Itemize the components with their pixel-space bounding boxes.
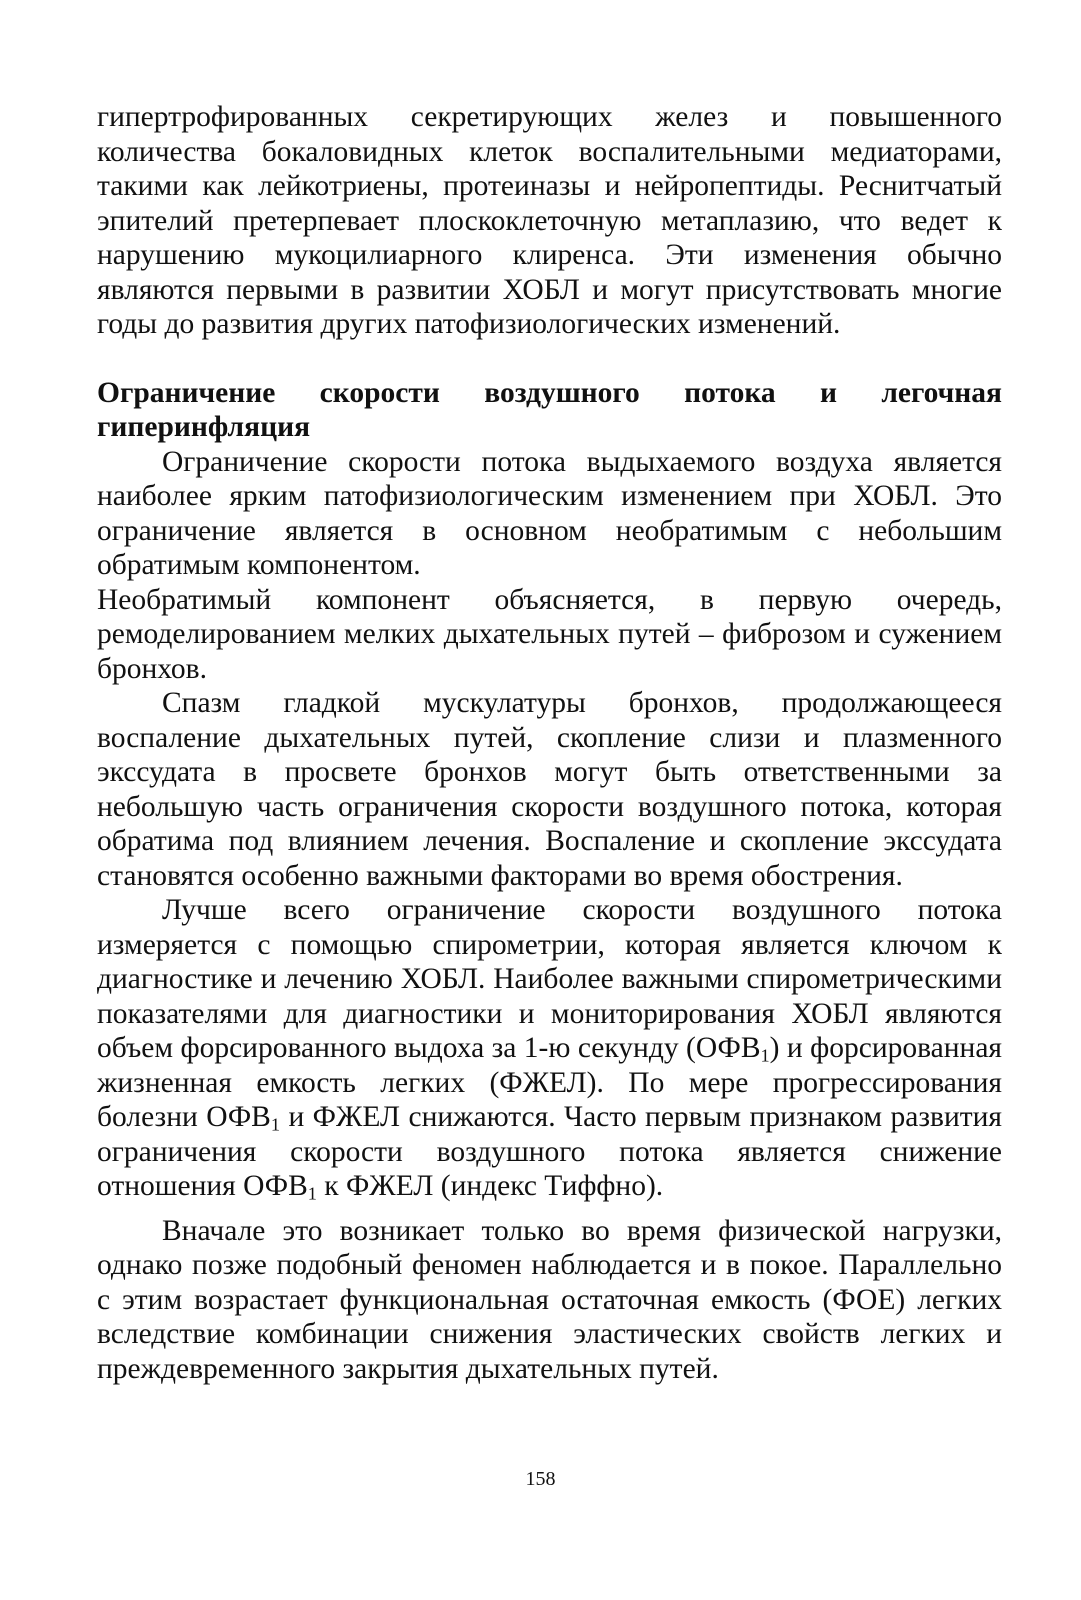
section-heading-line-1: Ограничение скорости воздушного потока и легочная [97, 376, 1002, 409]
paragraph-limitation: Ограничение скорости потока выдыхаемого воздуха является наиболее ярким патофизиологическим изменением при ХОБЛ. Это ограничение является в основном необратимым с небольшим обратимым компонентом. [97, 445, 1002, 581]
spirometry-text-2: ) и форсированная жизненная емкость легких (ФЖЕЛ). По мере прогрессирования болезни ОФВ [97, 1032, 1002, 1133]
section-heading-line-2: гиперинфляция [97, 411, 311, 443]
page-number: 158 [525, 1468, 556, 1490]
paragraph-exercise: Вначале это возникает только во время физической нагрузки, однако позже подобный феномен наблюдается и в покое. Параллельно с этим возрастает функциональная остаточная емкость (ФОЕ) легких вследствие комбинации снижения эластических свойств легких и преждевременного закрытия дыхательных путей. [97, 1214, 1002, 1385]
section-heading [97, 376, 1002, 445]
fev1-subscript: 1 [270, 1114, 280, 1135]
page-body [97, 100, 1002, 1386]
paragraph-spirometry [97, 893, 1002, 1204]
spirometry-text-3: и ФЖЕЛ снижаются. Часто первым признаком развития ограничения скорости воздушного потока является снижение отношения ОФВ [97, 1101, 1002, 1202]
spirometry-text-4: к ФЖЕЛ (индекс Тиффно). [316, 1170, 664, 1202]
spirometry-text-1: Лучше всего ограничение скорости воздушного потока измеряется с помощью спирометрии, которая является ключом к диагностике и лечению ХОБЛ. Наиболее важными спирометрическими показателями для диагностики и мониторирования ХОБЛ являются объем форсированного выдоха за 1-ю секунду (ОФВ [97, 894, 1002, 1064]
paragraph-irreversible: Необратимый компонент объясняется, в первую очередь, ремоделированием мелких дыхательных путей – фиброзом и сужением бронхов. [97, 583, 1002, 685]
paragraph-intro: гипертрофированных секретирующих желез и повышенного количества бокаловидных клеток воспалительными медиаторами, такими как лейкотриены, протеиназы и нейропептиды. Реснитчатый эпителий претерпевает плоскоклеточную метаплазию, что ведет к нарушению мукоцилиарного клиренса. Эти изменения обычно являются первыми в развитии ХОБЛ и могут присутствовать многие годы до развития других патофизиологических изменений. [97, 101, 1002, 340]
fev1-subscript: 1 [760, 1045, 770, 1066]
fev1-subscript: 1 [307, 1183, 317, 1204]
paragraph-spasm: Спазм гладкой мускулатуры бронхов, продолжающееся воспаление дыхательных путей, скопление слизи и плазменного экссудата в просвете бронхов могут быть ответственными за небольшую часть ограничения скорости воздушного потока, которая обратима под влиянием лечения. Воспаление и скопление экссудата становятся особенно важными факторами во время обострения. [97, 687, 1002, 892]
